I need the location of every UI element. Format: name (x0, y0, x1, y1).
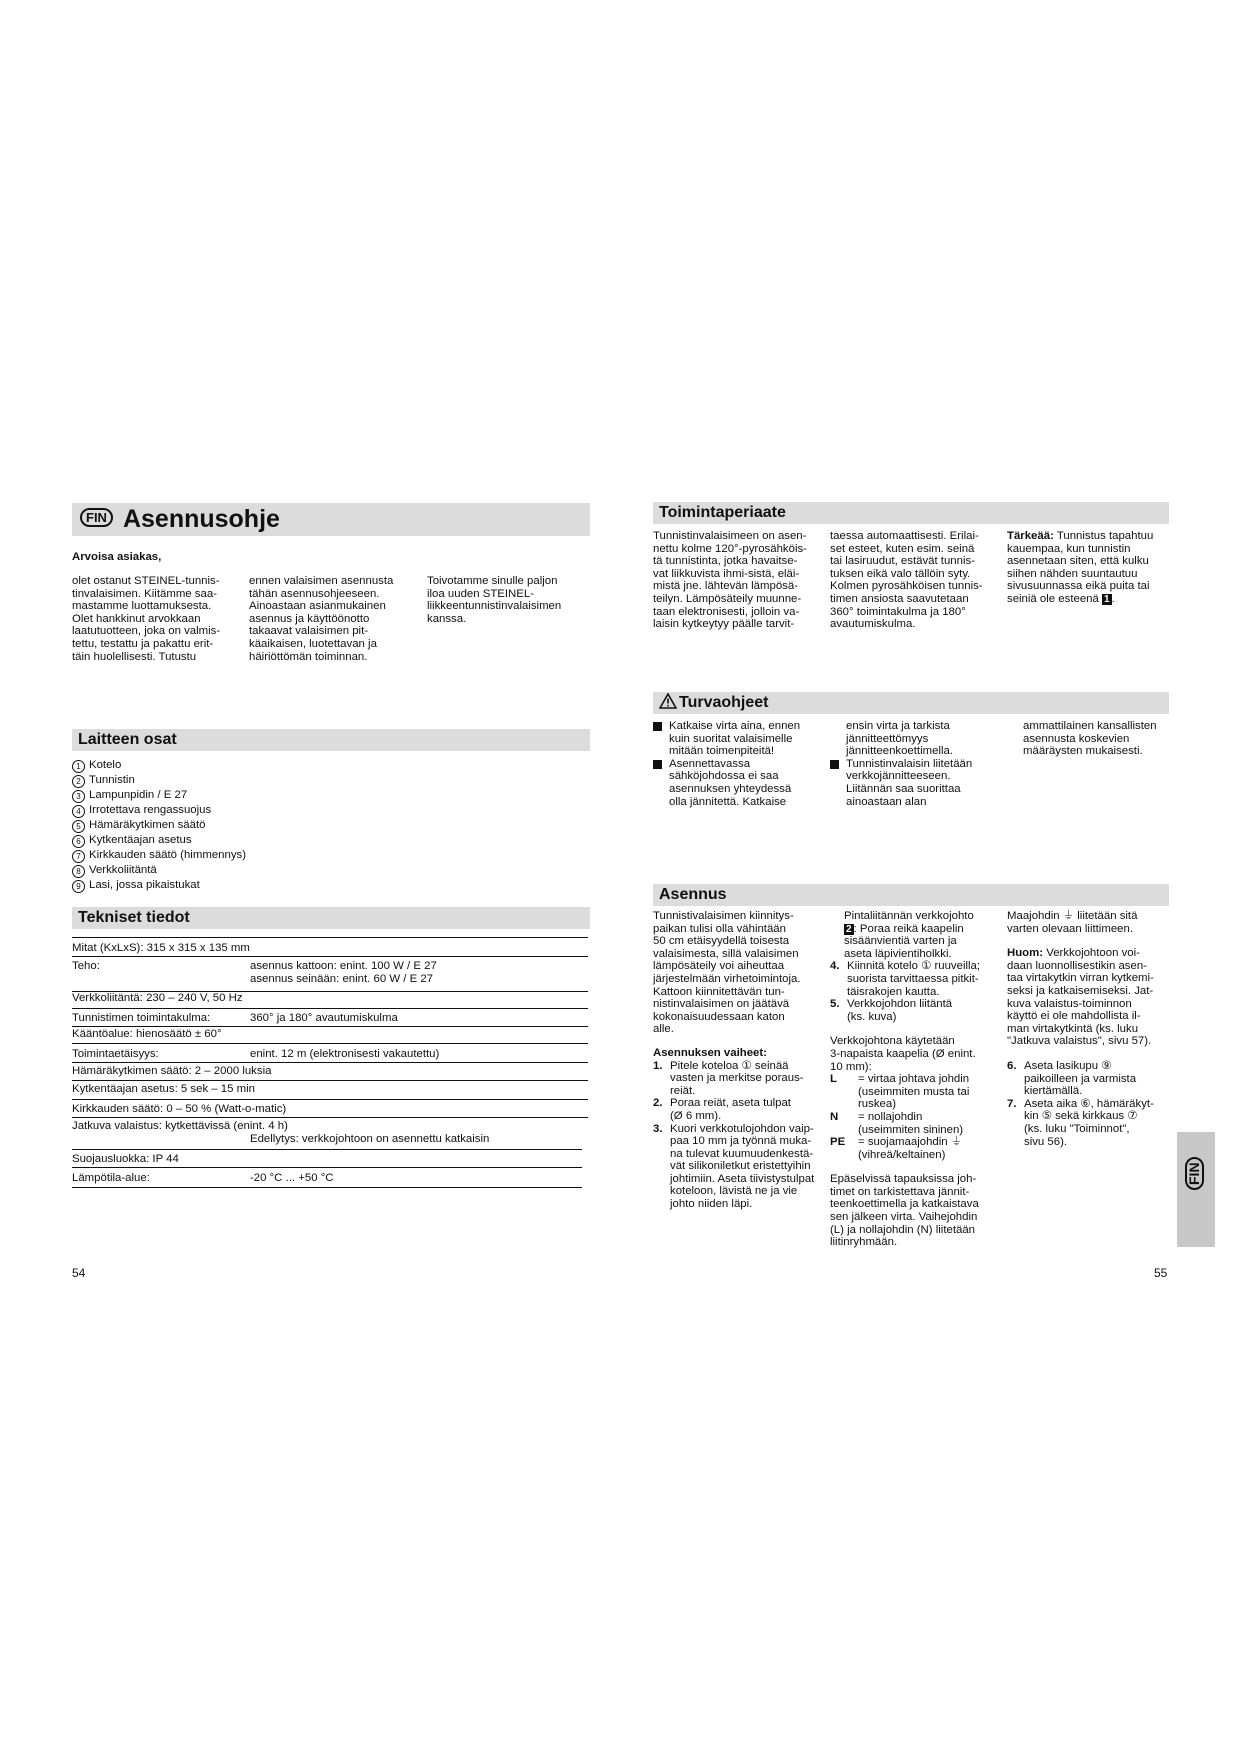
divider (72, 937, 588, 938)
part-label: Kirkkauden säätö (himmennys) (89, 849, 247, 861)
language-badge: FIN (80, 508, 113, 527)
install-step: 3. Kuori verkkotulojohdon vaip- paa 10 mm ja työnnä muka- na tulevat kuumuudenkestä- vät silikoniletkut eristettyihin johtimiin. Aseta tiivistystulpat koteloon, lävistä ne ja vie johto niiden läpi. (653, 1122, 815, 1211)
part-item (72, 803, 372, 818)
install-step: 7. Aseta aika ⑥, hämäräkyt- kin ⑤ sekä kirkkaus ⑦ (ks. luku "Toiminnot", sivu 56). (1007, 1097, 1154, 1148)
divider (72, 1187, 582, 1188)
part-number: 9 (72, 880, 85, 893)
asennus-column-1 (653, 910, 823, 1211)
asennus-heading: Asennus (653, 884, 1169, 906)
epaselva-text: Epäselvissä tapauksissa joh- timet on tarkistettava jännit- teenkoettimella ja katkaistava sen jälkeen virta. Vaihejohdin (L) ja nollajohdin (N) liitetään liitinryhmään. (830, 1173, 979, 1249)
part-item (72, 848, 372, 863)
toiminta-column-2: taessa automaattisesti. Erilai- set esteet, kuten esim. seinä tai lasiruudut, estävät tunnis- tuksen eikä valo tällöin syty. Kolmen pyrosähköisen tunnis- timen ansiosta saavutetaan 360° toimintakulma ja 180° avautumiskulma. (830, 530, 983, 631)
part-label: Hämäräkytkimen säätö (89, 819, 206, 831)
divider (72, 1117, 588, 1118)
warning-icon (659, 693, 677, 709)
conductor-item: N = nollajohdin (useimmiten sininen) (830, 1110, 964, 1136)
vaiheet-heading: Asennuksen vaiheet: (653, 1046, 767, 1059)
toiminta-heading: Toimintaperiaate (653, 502, 1169, 524)
divider (72, 1149, 582, 1150)
toiminta-column-1: Tunnistinvalaisimeen on asen- nettu kolme 120°-pyrosähköis- tä tunnistinta, jotka havaitse- vat liikkuvista ihmi-sistä, eläi- mistä jne. lähtevän lämpösä- teilyn. Lämpösäteily muunne- taan elektronisesti, jolloin va- laisin kytkeytyy päälle tarvit- (653, 530, 807, 631)
turva-column-3: ammattilainen kansallisten asennusta koskevien määräysten mukaisesti. (1023, 720, 1157, 758)
divider (72, 1099, 588, 1100)
intro-column-2: ennen valaisimen asennusta tähän asennusohjeeseen. Ainoastaan asianmukainen asennus ja käyttöönotto takaavat valaisimen pit- käaikaisen, luotettavan ja häiriöttömän toiminnan. (249, 575, 394, 663)
part-label: Verkkoliitäntä (89, 864, 157, 876)
figure-ref-1: 1 (1104, 593, 1110, 605)
parts-list (72, 758, 372, 893)
asennus-intro: Tunnistivalaisimen kiinnitys- paikan tulisi olla vähintään 50 cm etäisyydellä toisesta valaisimesta, sillä valaisimen lämpösäteily voi aiheuttaa järjestelmään virhetoimintoja. Kattoon kiinnitettävän tun- nistinvalaisimen on jäätävä kokonaisuudessaan katon alle. (653, 910, 801, 1036)
page-number-left: 54 (72, 1266, 86, 1280)
tech-heading: Tekniset tiedot (72, 907, 590, 929)
safety-item: Katkaise virta aina, ennen kuin suoritat valaisimelle mitään toimenpiteitä! (653, 720, 823, 758)
conductor-item: L = virtaa johtava johdin (useimmiten musta tai ruskea) (830, 1073, 970, 1111)
part-item (72, 758, 372, 773)
intro-column-3: Toivotamme sinulle paljon iloa uuden STEINEL- liikkeentunnistinvalaisimen kanssa. (427, 575, 562, 625)
huom-text: Huom: Verkkojohtoon voi- daan luonnollisestikin asen- taa virtakytkin virran kytkemi- seksi ja katkaisemiseksi. Jat- kuva valaistus-toiminnon käyttö ei ole mahdollista il- man virtakytkintä (ks. luku "Jatkuva valaistus", sivu 57). (1007, 947, 1154, 1048)
part-number: 5 (72, 820, 85, 833)
turva-column-1 (653, 720, 823, 808)
divider (72, 1167, 582, 1168)
safety-item: Asennettavassa sähköjohdossa ei saa asennuksen yhteydessä olla jännitettä. Katkaise (653, 758, 823, 808)
part-item (72, 878, 372, 893)
part-number: 8 (72, 865, 85, 878)
kaapeli-text: Verkkojohtona käytetään 3-napaista kaapelia (Ø enint. 10 mm): (830, 1035, 976, 1073)
part-number: 1 (72, 760, 85, 773)
install-step: 6. Aseta lasikupu ⑨ paikoilleen ja varmista kiertämällä. (1007, 1059, 1137, 1098)
divider (72, 1008, 588, 1009)
install-step: 5. Verkkojohdon liitäntä (ks. kuva) (830, 998, 953, 1023)
page-title (72, 503, 590, 536)
asennus-column-3 (1007, 910, 1172, 1148)
part-label: Tunnistin (89, 774, 135, 786)
install-step: 4. Kiinnitä kotelo ① ruuveilla; suorista tarvittaessa pitkit- täisrakojen kautta. (830, 960, 981, 998)
install-step: 1. Pitele koteloa ① seinää vasten ja merkitse poraus- reiät. (653, 1059, 804, 1097)
conductor-item: PE = suojamaajohdin ⏚ (vihreä/keltainen) (830, 1136, 963, 1161)
part-item (72, 818, 372, 833)
turva-column-2: ensin virta ja tarkista jännitteettömyys jännitteenkoettimella. Tunnistinvalaisin liitetään verkkojännitteeseen. Liitännän saa suorittaa ainoastaan alan (830, 720, 1000, 808)
part-number: 6 (72, 835, 85, 848)
part-number: 2 (72, 775, 85, 788)
install-step: 2. Poraa reiät, aseta tulpat (Ø 6 mm). (653, 1097, 791, 1122)
turva-heading: Turvaohjeet (653, 692, 1169, 714)
part-item (72, 773, 372, 788)
part-item (72, 788, 372, 803)
part-label: Kotelo (89, 759, 122, 771)
part-number: 3 (72, 790, 85, 803)
page-title-text: Asennusohje (122, 505, 280, 533)
part-label: Kytkentäajan asetus (89, 834, 192, 846)
part-item (72, 863, 372, 878)
part-item (72, 833, 372, 848)
parts-heading: Laitteen osat (72, 729, 590, 751)
toiminta-column-3: Tärkeää: Tunnistus tapahtuu kauempaa, kun tunnistin asennetaan siten, että kulku siihen nähden suuntautuu sivusuunnassa eikä puita tai seiniä ole esteenä 1 . (1007, 530, 1154, 605)
part-number: 4 (72, 805, 85, 818)
divider (72, 1043, 588, 1044)
greeting: Arvoisa asiakas, (72, 551, 162, 563)
safety-item: Tunnistinvalaisin liitetään verkkojännitteeseen. Liitännän saa suorittaa ainoastaan alan (830, 758, 1000, 808)
maajohdin-text: Maajohdin ⏚ liitetään sitä varten olevaan liittimeen. (1007, 910, 1138, 935)
part-number: 7 (72, 850, 85, 863)
part-label: Irrotettava rengassuojus (89, 804, 212, 816)
figure-ref-2: 2 (846, 923, 852, 935)
page-number-right: 55 (1154, 1266, 1168, 1280)
language-side-tab: FIN (1177, 1132, 1215, 1247)
part-label: Lampunpidin / E 27 (89, 789, 188, 801)
asennus-column-2: Pintaliitännän verkkojohto 2 : Poraa reikä kaapelin sisäänvientiä varten ja aseta läpivientiholkki. 4. Kiinnitä kotelo ① ruuveilla; suorista tarvittaessa pitkit- täisrakojen kautta. 5. Verkkojohdon liitäntä (ks. kuva) Verkkojohtona käytetään 3-napaista kaapelia (Ø enint. 10 mm): L = virtaa johtava johdin (useimmiten musta tai ruskea) N = nollajohdin (useimmiten sininen) PE = suojamaajohdin ⏚ (vihreä/keltainen) Epäselvissä tapauksissa joh- timet on tarkistettava jännit- teenkoettimella ja katkaistava sen jälkeen virta. Vaihejohdin (L) ja nollajohdin (N) liitetään liitinryhmään. (830, 910, 1000, 1249)
part-label: Lasi, jossa pikaistukat (89, 879, 200, 891)
divider (72, 956, 588, 957)
intro-column-1: olet ostanut STEINEL-tunnis- tinvalaisimen. Kiitämme saa- mastamme luottamuksesta. Olet hankkinut arvokkaan laatutuotteen, joka on valmis- tettu, testattu ja pakattu erit- täin huolellisesti. Tutustu (72, 575, 221, 663)
divider (72, 1026, 588, 1027)
divider (72, 1062, 588, 1063)
divider (72, 1080, 588, 1081)
